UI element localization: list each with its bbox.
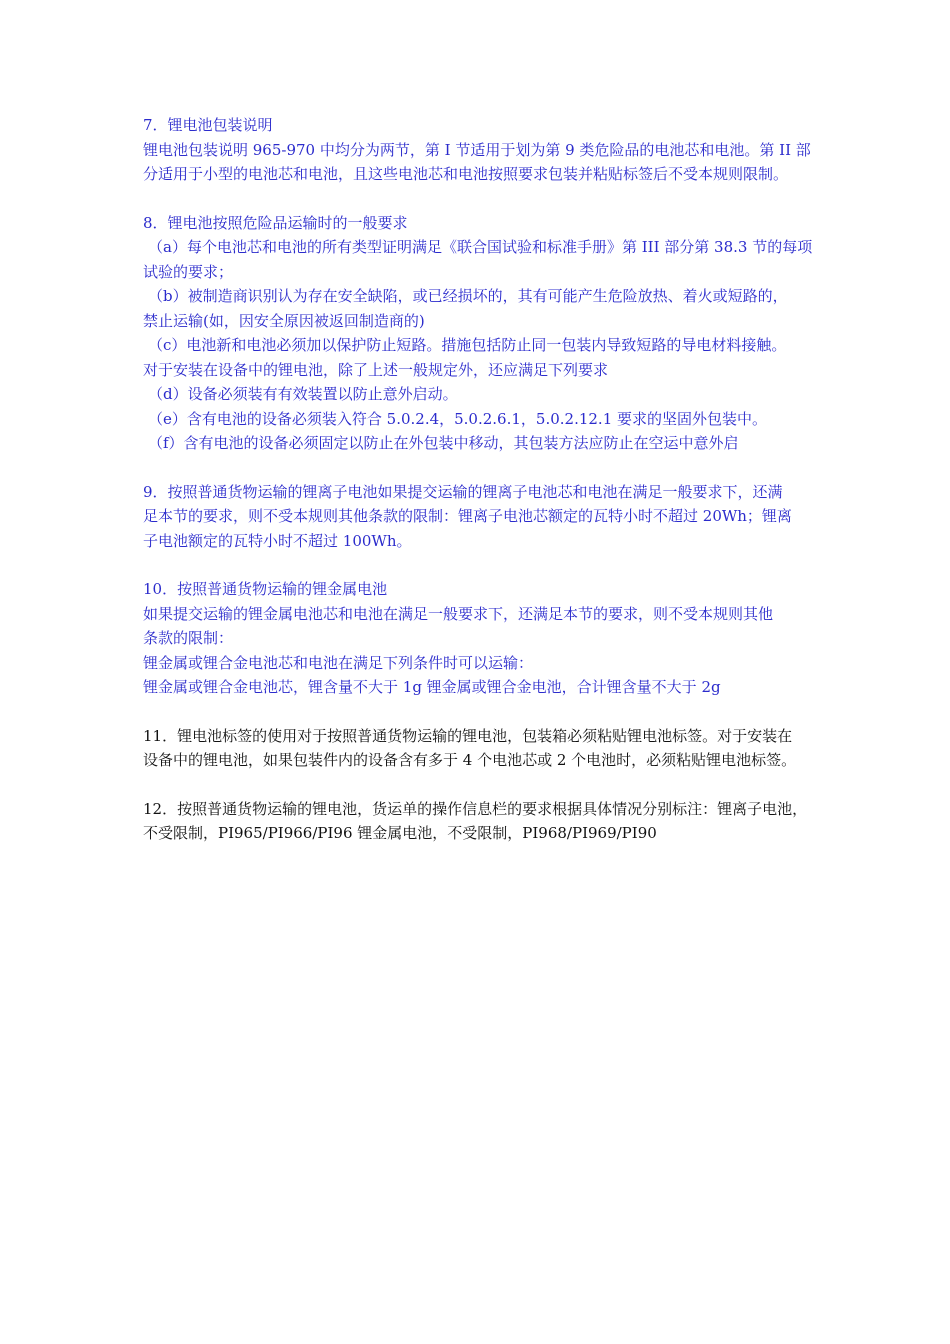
- paragraph-line: 对于安装在设备中的锂电池，除了上述一般规定外，还应满足下列要求: [143, 360, 609, 379]
- list-item-e: （e）含有电池的设备必须装入符合 5.0.2.4，5.0.2.6.1，5.0.2.12.1 要求的坚固外包装中。: [148, 409, 768, 428]
- section-7-packing-instructions: [143, 113, 888, 187]
- list-item-c: （c）电池新和电池必须加以保护防止短路。措施包括防止同一包装内导致短路的导电材料接触。: [148, 336, 787, 354]
- paragraph-line: 11．锂电池标签的使用对于按照普通货物运输的锂电池，包装箱必须粘贴锂电池标签。对于安装在: [143, 726, 793, 745]
- list-item-b-continued: 禁止运输(如，因安全原因被返回制造商的): [143, 311, 425, 330]
- list-item-d: （d）设备必须装有有效装置以防止意外启动。: [148, 385, 458, 403]
- section-heading: 8．锂电池按照危险品运输时的一般要求: [143, 213, 408, 232]
- paragraph-line: 不受限制，PI965/PI966/PI96 锂金属电池，不受限制，PI968/PI969/PI90: [143, 824, 657, 842]
- section-heading: 7．锂电池包装说明: [143, 116, 273, 134]
- section-12-airway-bill: [143, 797, 888, 846]
- section-11-labels: [143, 724, 888, 773]
- list-item-b: （b）被制造商识别认为存在安全缺陷，或已经损坏的，其有可能产生危险放热、着火或短路的，: [148, 287, 788, 305]
- document-body: [143, 113, 888, 870]
- list-item-f: （f）含有电池的设备必须固定以防止在外包装中移动，其包装方法应防止在空运中意外启: [148, 434, 739, 452]
- paragraph-line: 锂电池包装说明 965-970 中均分为两节，第 I 节适用于划为第 9 类危险品的电池芯和电池。第 II 部: [143, 140, 811, 159]
- paragraph-line: 锂金属或锂合金电池芯，锂含量不大于 1g 锂金属或锂合金电池，合计锂含量不大于 2g: [143, 678, 721, 696]
- paragraph-line: 12．按照普通货物运输的锂电池，货运单的操作信息栏的要求根据具体情况分别标注：锂离子电池，: [143, 799, 808, 818]
- section-8-general-requirements: [143, 211, 888, 456]
- list-item-a-continued: 试验的要求；: [143, 262, 234, 281]
- paragraph-line: 分适用于小型的电池芯和电池，且这些电池芯和电池按照要求包装并粘贴标签后不受本规则限制。: [143, 165, 789, 183]
- list-item-a: （a）每个电池芯和电池的所有类型证明满足《联合国试验和标准手册》第 III 部分第 38.3 节的每项: [148, 238, 813, 256]
- paragraph-line: 足本节的要求，则不受本规则其他条款的限制：锂离子电池芯额定的瓦特小时不超过 20Wh；锂离: [143, 507, 792, 525]
- section-9-lithium-ion: [143, 480, 888, 554]
- paragraph-line: 子电池额定的瓦特小时不超过 100Wh。: [143, 531, 412, 550]
- paragraph-line: 如果提交运输的锂金属电池芯和电池在满足一般要求下，还满足本节的要求，则不受本规则其他: [143, 604, 774, 623]
- paragraph-line: 锂金属或锂合金电池芯和电池在满足下列条件时可以运输：: [143, 653, 534, 672]
- paragraph-line: 9．按照普通货物运输的锂离子电池如果提交运输的锂离子电池芯和电池在满足一般要求下，还满: [143, 482, 783, 501]
- section-heading: 10．按照普通货物运输的锂金属电池: [143, 580, 388, 598]
- paragraph-line: 条款的限制：: [143, 629, 234, 647]
- section-10-lithium-metal: [143, 577, 888, 700]
- paragraph-line: 设备中的锂电池，如果包装件内的设备含有多于 4 个电池芯或 2 个电池时，必须粘贴锂电池标签。: [143, 751, 797, 769]
